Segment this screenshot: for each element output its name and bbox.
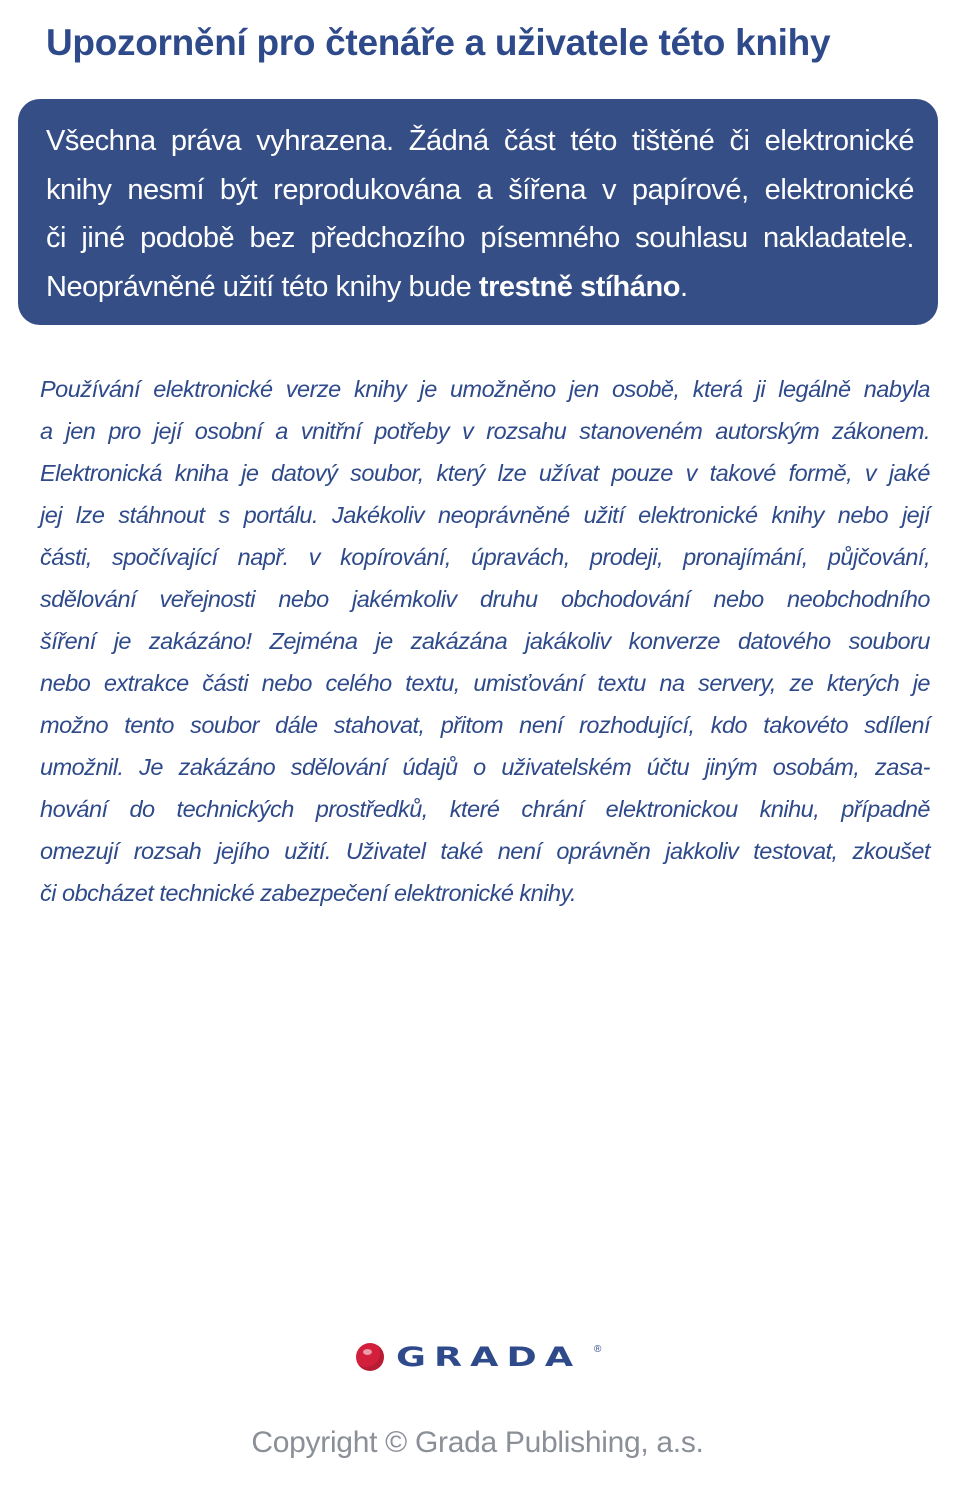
terms-line: sdělování veřejnosti nebo jakémkoliv druhu obchodování nebo neobchodního	[40, 586, 930, 612]
grada-logo	[356, 1340, 602, 1374]
copyright-line: Copyright © Grada Publishing, a.s.	[251, 1426, 704, 1459]
notice-warning-text: Neoprávněné užití této knihy bude	[46, 270, 479, 303]
grada-logo-icon	[356, 1343, 384, 1371]
terms-line: Elektronická kniha je datový soubor, který lze užívat pouze v takové formě, v jaké	[40, 460, 930, 486]
notice-line: Všechna práva vyhrazena. Žádná část této tištěné či elektronické	[46, 125, 914, 157]
registered-mark: ®	[594, 1344, 602, 1355]
grada-logo-text: GRADA	[396, 1341, 582, 1373]
terms-line: nebo extrakce části nebo celého textu, umisťování textu na servery, ze kterých je	[40, 670, 930, 696]
usage-terms-paragraph	[40, 368, 930, 914]
notice-warning-period: .	[680, 270, 688, 303]
terms-line: části, spočívající např. v kopírování, úpravách, prodeji, pronajímání, půjčování,	[40, 544, 930, 570]
terms-line: šíření je zakázáno! Zejména je zakázána jakákoliv konverze datového souboru	[40, 628, 930, 654]
notice-line-warning	[46, 263, 914, 312]
terms-line: omezují rozsah jejího užití. Uživatel také není oprávněn jakkoliv testovat, zkoušet	[40, 838, 930, 864]
terms-line: jej lze stáhnout s portálu. Jakékoliv neoprávněné užití elektronické knihy nebo její	[40, 502, 930, 528]
terms-line: možno tento soubor dále stahovat, přitom není rozhodující, kdo takovéto sdílení	[40, 712, 930, 738]
notice-warning-emphasis: trestně stíháno	[478, 270, 681, 303]
copyright-notice-box	[18, 99, 938, 325]
terms-line: Používání elektronické verze knihy je umožněno jen osobě, která ji legálně nabyla	[40, 376, 930, 402]
terms-line: a jen pro její osobní a vnitřní potřeby v rozsahu stanoveném autorským zákonem.	[40, 418, 930, 444]
terms-line: hování do technických prostředků, které chrání elektronickou knihu, případně	[40, 796, 930, 822]
notice-line: knihy nesmí být reprodukována a šířena v papírové, elektronické	[46, 173, 914, 206]
notice-line: či jiné podobě bez předchozího písemného souhlasu nakladatele.	[46, 222, 914, 254]
terms-line: umožnil. Je zakázáno sdělování údajů o uživatelském účtu jiným osobám, zasa-	[40, 754, 930, 780]
terms-line: či obcházet technické zabezpečení elektronické knihy.	[40, 880, 577, 906]
page-title: Upozornění pro čtenáře a uživatele této knihy	[46, 22, 831, 63]
